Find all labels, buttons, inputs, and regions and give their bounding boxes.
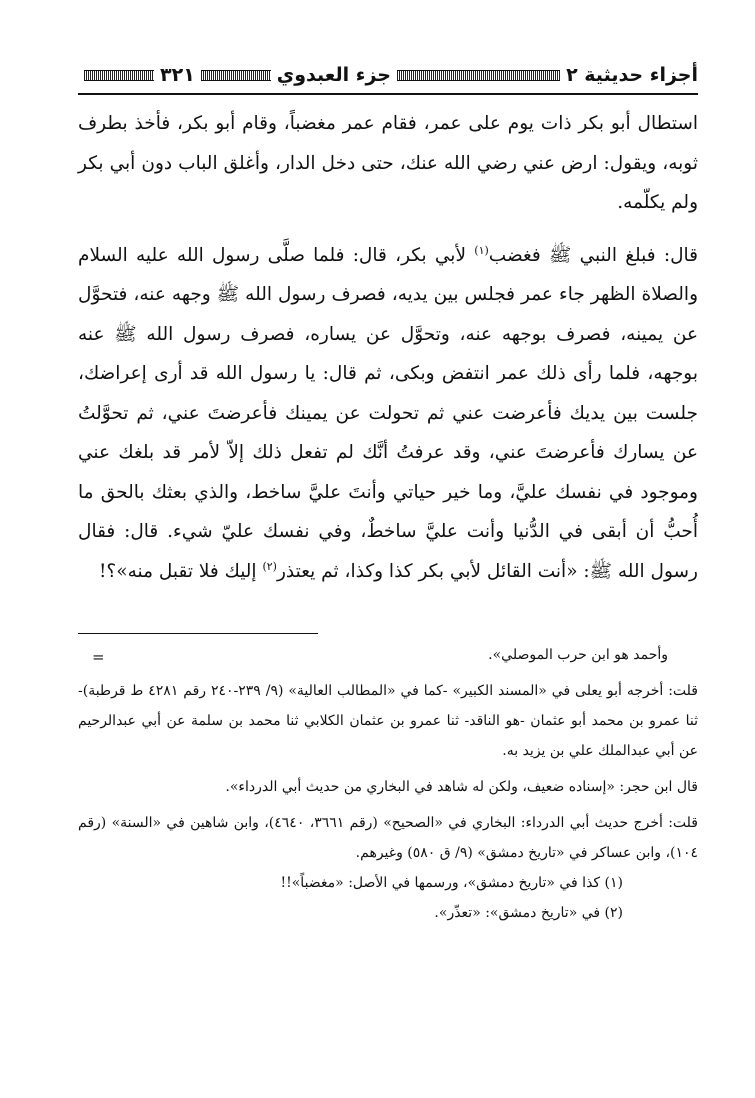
footnote-continuation: وأحمد هو ابن حرب الموصلي». [488, 647, 668, 663]
footnote-ref: (١) [474, 243, 489, 257]
header-ornament-rule [201, 70, 271, 81]
footnote-paragraph: قلت: أخرج حديث أبي الدرداء: البخاري في «الصحيح» (رقم ٣٦٦١، ٤٦٤٠)، وابن شاهين في «السنة» (رقم ١٠٤)، وابن عساكر في «تاريخ دمشق» (٩/ ق ٥٨٠) وغيرهم. [78, 815, 698, 861]
footnote-2: (٢) في «تاريخ دمشق»: «تعذّر». [434, 905, 623, 921]
main-text [78, 104, 698, 591]
book-title: أجزاء حديثية ٢ [566, 64, 698, 86]
part-title: جزء العبدوي [276, 64, 391, 86]
continuation-mark: = [92, 648, 105, 666]
text-run: لأبي بكر، قال: فلما صلَّى رسول الله عليه السلام والصلاة الظهر جاء عمر فجلس بين يديه، فصرف رسول الله ﷺ وجهه عنه، فتحوَّل عن يمينه، فصرف بوجهه عنه، وتحوَّل عن يساره، فصرف رسول الله ﷺ عنه بوجهه، فلما رأى ذلك عمر انتفض وبكى، ثم قال: يا رسول الله قد أرى إعراضك، جلست بين يديك فأعرضت عني ثم تحولت عن يمينك فأعرضتَ عني، ثم تحوَّلتُ عن يسارك فأعرضتَ عني، وقد عرفتُ أنَّك لم تفعل ذلك إلاّ لأمر قد بلغك عني وموجود في نفسك عليَّ، وما خير حياتي وأنتَ عليَّ ساخط، والذي بعثك بالحق ما أُحبُّ أن أبقى في الدُّنيا وأنت عليَّ ساخطٌ، وفي نفسك عليّ شيء. قال: فقال رسول الله ﷺ: «أنت القائل لأبي بكر كذا وكذا، ثم يعتذر [78, 244, 698, 582]
header-ornament-rule [84, 70, 154, 81]
footnote-1: (١) كذا في «تاريخ دمشق»، ورسمها في الأصل: «مغضباً»!! [280, 875, 623, 891]
running-header [78, 58, 698, 92]
page-number: ٣٢١ [160, 64, 195, 86]
paragraph [78, 236, 698, 592]
header-divider [78, 93, 698, 95]
text-run: قال: فبلغ النبي ﷺ فغضب [488, 244, 698, 266]
footnote-ref: (٢) [262, 559, 277, 573]
footnotes [78, 640, 698, 928]
footnote-separator [78, 633, 318, 634]
text-run: إليك فلا تقبل منه»؟! [99, 560, 263, 582]
header-ornament-rule [397, 70, 560, 81]
paragraph: استطال أبو بكر ذات يوم على عمر، فقام عمر مغضباً، وقام أبو بكر، فأخذ بطرف ثوبه، ويقول: ارض عني رضي الله عنك، حتى دخل الدار، وأغلق الباب دون أبي بكر ولم يكلّمه. [78, 113, 698, 213]
footnote-paragraph: قلت: أخرجه أبو يعلى في «المسند الكبير» -كما في «المطالب العالية» (٩/ ٢٣٩-٢٤٠ رقم ٤٢٨١ ط قرطبة)- ثنا عمرو بن محمد أبو عثمان -هو الناقد- ثنا عمرو بن عثمان الكلابي ثنا محمد بن سلمة عن أبي عبدالرحيم عن أبي عبدالملك علي بن يزيد به. [78, 683, 698, 759]
footnote-paragraph: قال ابن حجر: «إسناده ضعيف، ولكن له شاهد في البخاري من حديث أبي الدرداء». [225, 779, 698, 795]
